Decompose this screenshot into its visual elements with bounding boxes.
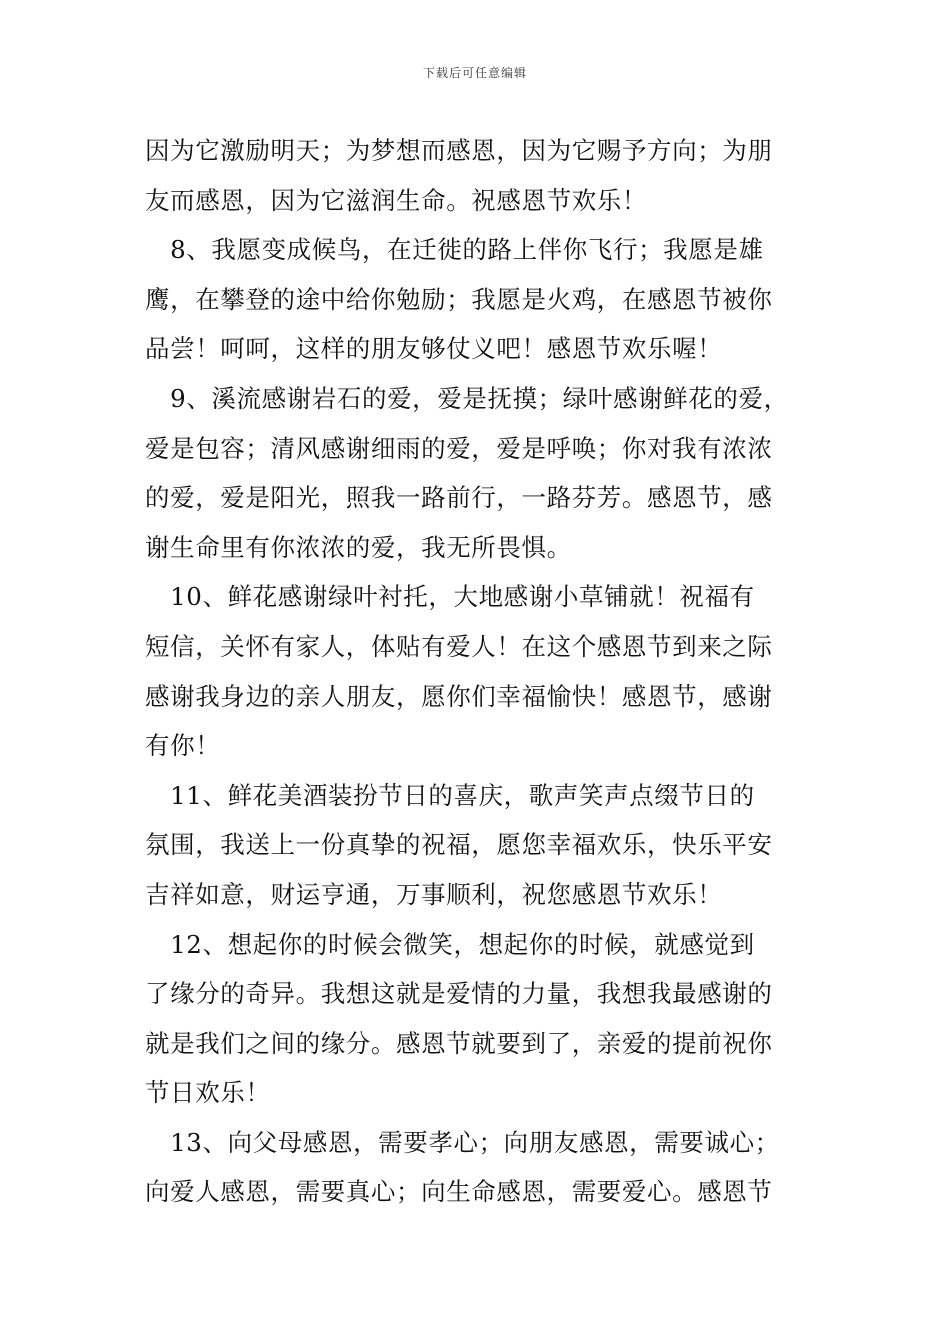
- text-line: 友而感恩，因为它滋润生命。祝感恩节欢乐！: [145, 185, 647, 215]
- text-line: 品尝！呵呵，这样的朋友够仗义吧！感恩节欢乐喔！: [145, 334, 723, 364]
- text-line: 短信，关怀有家人，体贴有爱人！在这个感恩节到来之际: [145, 631, 773, 661]
- text-line: 10、鲜花感谢绿叶衬托，大地感谢小草铺就！祝福有: [145, 582, 755, 612]
- text-line: 谢生命里有你浓浓的爱，我无所畏惧。: [145, 532, 572, 562]
- text-line: 爱是包容；清风感谢细雨的爱，爱是呼唤；你对我有浓浓: [145, 433, 773, 463]
- text-line: 向爱人感恩，需要真心；向生命感恩，需要爱心。感恩节: [145, 1177, 773, 1207]
- text-line: 鹰，在攀登的途中给你勉励；我愿是火鸡，在感恩节被你: [145, 284, 773, 314]
- text-line: 吉祥如意，财运亨通，万事顺利，祝您感恩节欢乐！: [145, 879, 723, 909]
- body-text: [145, 126, 815, 1217]
- text-line: 因为它激励明天；为梦想而感恩，因为它赐予方向；为朋: [145, 136, 773, 165]
- text-line: 节日欢乐！: [145, 1078, 271, 1108]
- text-line: 12、想起你的时候会微笑，想起你的时候，就感觉到: [145, 929, 755, 959]
- text-line: 感谢我身边的亲人朋友，愿你们幸福愉快！感恩节，感谢: [145, 681, 773, 711]
- page-header: 下载后可任意编辑: [422, 66, 527, 80]
- text-line: 13、向父母感恩，需要孝心；向朋友感恩，需要诚心；: [145, 1127, 780, 1157]
- text-line: 9、溪流感谢岩石的爱，爱是抚摸；绿叶感谢鲜花的爱，: [145, 383, 789, 413]
- text-line: 8、我愿变成候鸟，在迁徙的路上伴你飞行；我愿是雄: [145, 235, 764, 265]
- text-line: 了缘分的奇异。我想这就是爱情的力量，我想我最感谢的: [145, 979, 773, 1009]
- text-line: 有你！: [145, 731, 221, 761]
- text-line: 就是我们之间的缘分。感恩节就要到了，亲爱的提前祝你: [145, 1028, 773, 1058]
- text-line: 氛围，我送上一份真挚的祝福，愿您幸福欢乐，快乐平安: [145, 830, 773, 860]
- text-line: 11、鲜花美酒装扮节日的喜庆，歌声笑声点缀节日的: [145, 780, 755, 810]
- text-line: 的爱，爱是阳光，照我一路前行，一路芬芳。感恩节，感: [145, 483, 773, 513]
